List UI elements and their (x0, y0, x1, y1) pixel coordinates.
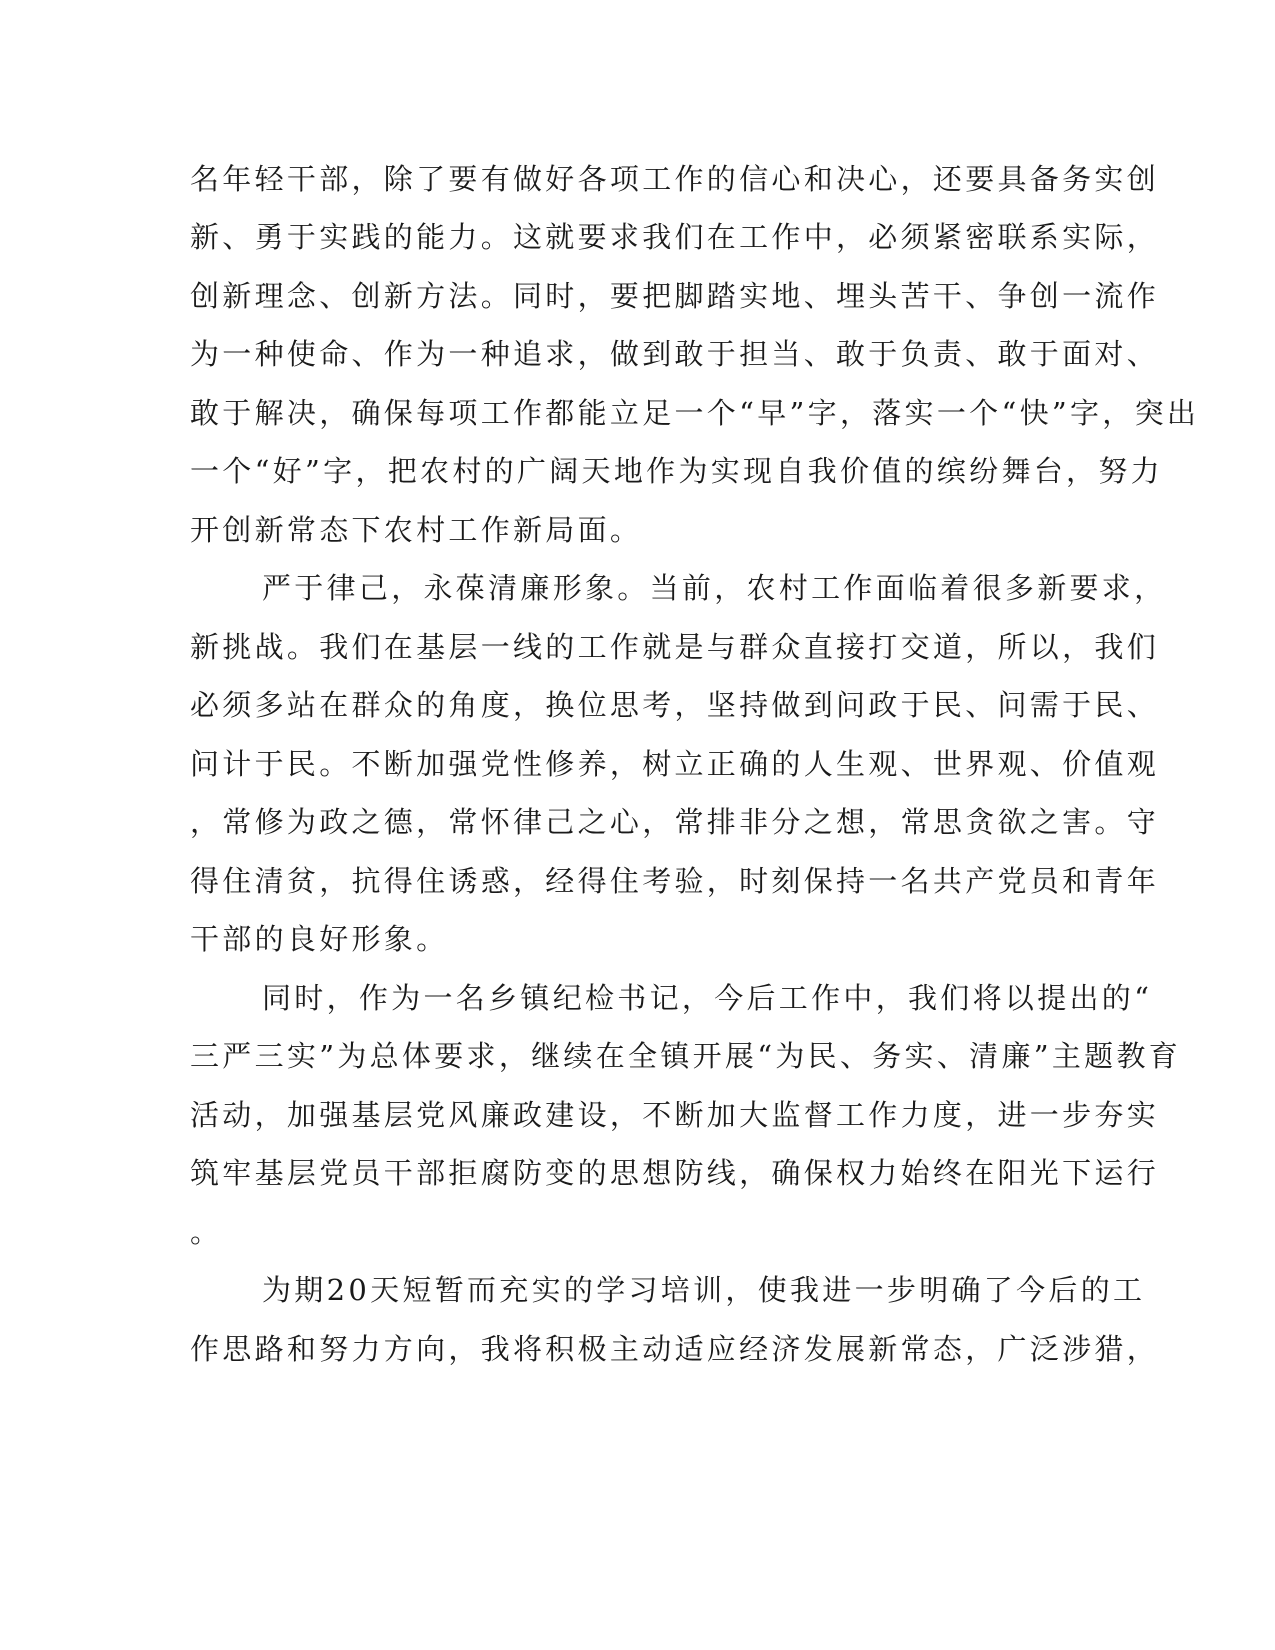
text-line: 筑牢基层党员干部拒腐防变的思想防线，确保权力始终在阳光下运行 (190, 1156, 1160, 1190)
text-line: 名年轻干部，除了要有做好各项工作的信心和决心，还要具备务实创 (190, 162, 1160, 196)
text-line: ，常修为政之德，常怀律己之心，常排非分之想，常思贪欲之害。守 (190, 805, 1160, 839)
text-line: 干部的良好形象。 (190, 922, 449, 956)
text-line: 作思路和努力方向，我将积极主动适应经济发展新常态，广泛涉猎， (190, 1332, 1160, 1366)
text-line: 新、勇于实践的能力。这就要求我们在工作中，必须紧密联系实际， (190, 220, 1160, 254)
text-line: 。 (190, 1215, 223, 1249)
text-line: 同时，作为一名乡镇纪检书记，今后工作中，我们将以提出的“ (262, 981, 1153, 1015)
text-line: 得住清贫，抗得住诱惑，经得住考验，时刻保持一名共产党员和青年 (190, 864, 1160, 898)
text-line: 严于律己，永葆清廉形象。当前，农村工作面临着很多新要求， (262, 571, 1167, 605)
text-line: 必须多站在群众的角度，换位思考，坚持做到问政于民、问需于民、 (190, 688, 1160, 722)
text-line: 问计于民。不断加强党性修养，树立正确的人生观、世界观、价值观 (190, 747, 1160, 781)
text-line: 为期20天短暂而充实的学习培训，使我进一步明确了今后的工 (262, 1273, 1146, 1307)
text-line: 一个“好”字，把农村的广阔天地作为实现自我价值的缤纷舞台，努力 (190, 454, 1163, 488)
text-line: 敢于解决，确保每项工作都能立足一个“早”字，落实一个“快”字，突出 (190, 396, 1200, 430)
text-line: 为一种使命、作为一种追求，做到敢于担当、敢于负责、敢于面对、 (190, 337, 1160, 371)
text-line: 创新理念、创新方法。同时，要把脚踏实地、埋头苦干、争创一流作 (190, 279, 1160, 313)
text-line: 新挑战。我们在基层一线的工作就是与群众直接打交道，所以，我们 (190, 630, 1160, 664)
text-line: 活动，加强基层党风廉政建设，不断加大监督工作力度，进一步夯实 (190, 1098, 1160, 1132)
text-line: 三严三实”为总体要求，继续在全镇开展“为民、务实、清廉”主题教育 (190, 1039, 1182, 1073)
text-line: 开创新常态下农村工作新局面。 (190, 513, 643, 547)
